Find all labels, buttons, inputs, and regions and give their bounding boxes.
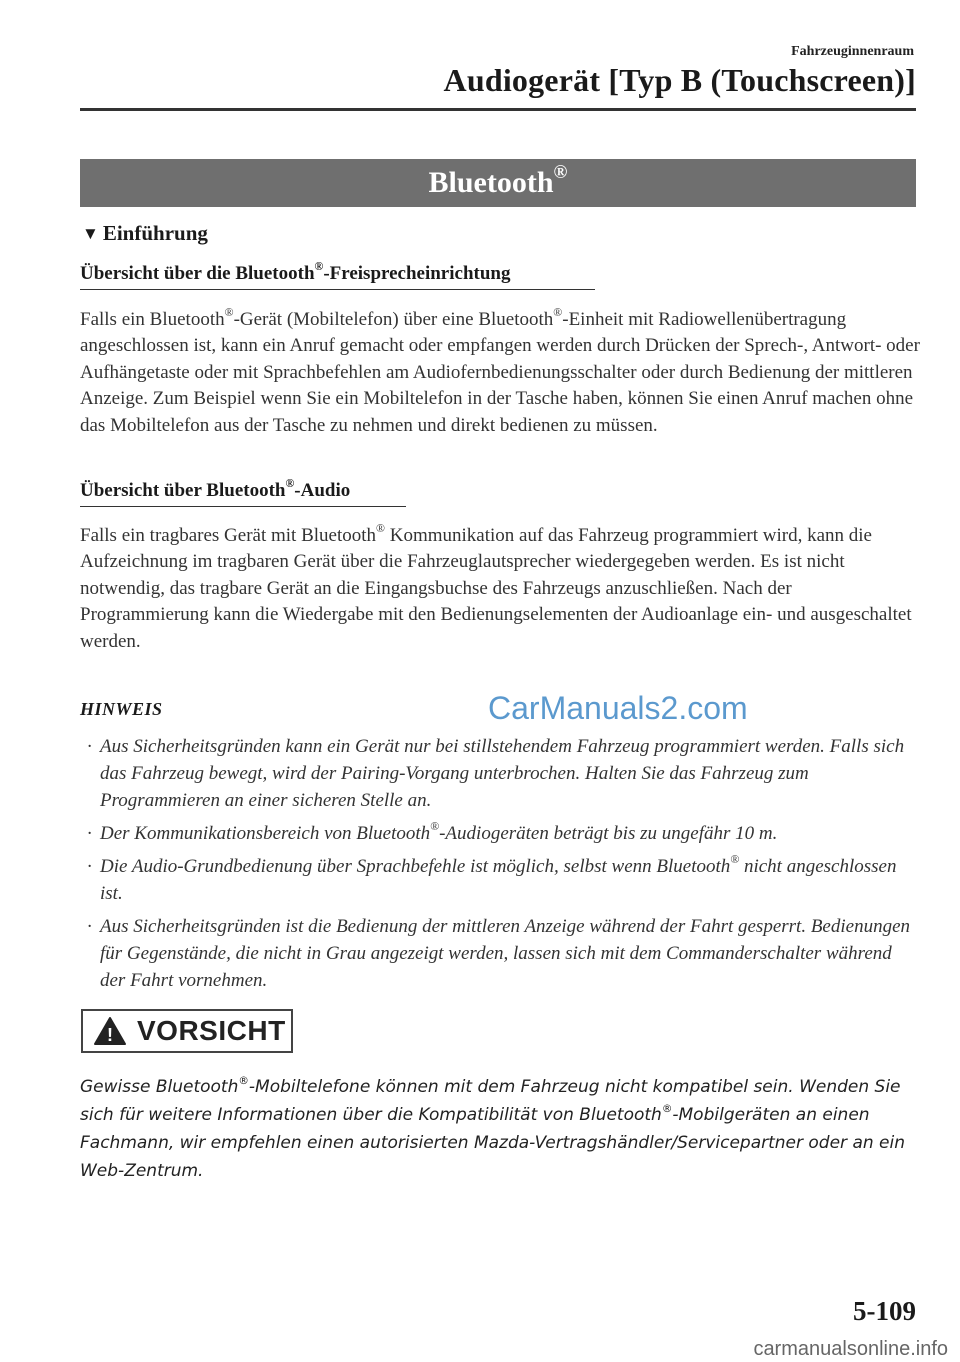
registered-mark: ® xyxy=(314,259,324,273)
note-text: nicht angeschlossen ist. xyxy=(100,856,897,904)
hinweis-label: HINWEIS xyxy=(80,699,163,719)
text-span: -Mobiltelefone können mit dem Fahrzeug nicht kompatibel sein. Wenden Sie sich für weitere Informationen über die Kompatibilität von Bluetooth xyxy=(80,1077,901,1125)
audio-heading-text-a: Übersicht über Bluetooth xyxy=(80,480,286,501)
audio-heading xyxy=(80,476,351,502)
watermark-center: CarManuals2.com xyxy=(488,690,748,726)
chapter-label: Fahrzeuginnenraum xyxy=(791,44,914,59)
warning-triangle-icon xyxy=(93,1016,127,1046)
note-item xyxy=(80,820,920,847)
registered-mark: ® xyxy=(730,852,740,866)
audio-heading-underline xyxy=(80,506,406,507)
bullet-icon: · xyxy=(87,823,92,844)
intro-heading xyxy=(82,221,208,246)
registered-mark: ® xyxy=(285,476,295,490)
banner-title: Bluetooth xyxy=(428,166,554,199)
freisprech-heading-text-a: Übersicht über die Bluetooth xyxy=(80,263,315,284)
freisprech-heading-text-b: -Freisprecheinrichtung xyxy=(323,263,511,284)
triangle-down-icon: ▼ xyxy=(82,224,99,243)
text-span: Falls ein tragbares Gerät mit Bluetooth xyxy=(80,525,377,546)
vorsicht-label: VORSICHT xyxy=(137,1015,286,1046)
header-divider xyxy=(80,108,916,111)
bullet-icon: · xyxy=(87,736,92,757)
text-span: -Mobilgeräten an einen Fachmann, wir empfehlen einen autorisierten Mazda-Vertragshändler/Servicepartner oder an ein Web-Zentrum. xyxy=(80,1105,905,1181)
registered-mark: ® xyxy=(661,1102,673,1115)
page-number: 5-109 xyxy=(853,1296,916,1326)
audio-paragraph xyxy=(80,523,920,655)
note-text: Aus Sicherheitsgründen kann ein Gerät nur bei stillstehendem Fahrzeug programmiert werden. Falls sich das Fahrzeug bewegt, wird der Pairing-Vorgang unterbrochen. Halten Sie das Fahrzeug zum Programmieren an einer sicheren Stelle an. xyxy=(100,736,905,811)
note-item xyxy=(80,733,920,814)
bullet-icon: · xyxy=(87,856,92,877)
freisprech-heading-underline xyxy=(80,289,595,290)
intro-title: Einführung xyxy=(102,221,208,245)
note-text: Der Kommunikationsbereich von Bluetooth xyxy=(100,823,431,844)
vorsicht-text xyxy=(80,1073,925,1185)
registered-mark: ® xyxy=(238,1074,249,1087)
topic-banner xyxy=(80,159,916,207)
text-span: Gewisse Bluetooth xyxy=(80,1077,239,1097)
vorsicht-box xyxy=(81,1009,293,1053)
section-title: Audiogerät [Typ B (Touchscreen)] xyxy=(443,62,916,98)
bullet-icon: · xyxy=(87,916,92,937)
registered-mark: ® xyxy=(224,305,234,319)
watermark-footer: carmanualsonline.info xyxy=(753,1338,948,1360)
text-span: -Gerät (Mobiltelefon) über eine Bluetooth xyxy=(233,309,554,330)
registered-mark: ® xyxy=(376,521,385,535)
registered-mark: ® xyxy=(430,819,440,833)
registered-mark: ® xyxy=(553,305,563,319)
note-text: Die Audio-Grundbedienung über Sprachbefehle ist möglich, selbst wenn Bluetooth xyxy=(100,856,731,877)
note-item xyxy=(80,853,920,907)
freisprech-paragraph xyxy=(80,307,920,439)
audio-heading-text-b: -Audio xyxy=(294,480,351,501)
note-item xyxy=(80,913,920,994)
text-span: Falls ein Bluetooth xyxy=(80,309,225,330)
banner-registered-mark: ® xyxy=(553,162,568,184)
note-text: -Audiogeräten beträgt bis zu ungefähr 10 m. xyxy=(439,823,778,844)
freisprech-heading xyxy=(80,259,511,285)
text-span: Kommunikation auf das Fahrzeug programmiert wird, kann die Aufzeichnung im tragbaren Gerät über die Fahrzeuglautsprecher wiedergegeben werden. Es ist nicht notwendig, das tragbare Gerät an die Eingangsbuchse des Fahrzeugs anzuschließen. Nach der Programmierung kann die Wiedergabe mit den Bedienungselementen der Audioanlage ein- und ausgeschaltet werden. xyxy=(80,525,912,652)
warning-glyph: ! xyxy=(107,1025,113,1045)
text-span: -Einheit mit Radiowellenübertragung angeschlossen ist, kann ein Anruf gemacht oder empfangen werden durch Drücken der Sprech-, Antwort- oder Aufhängetaste oder mit Sprachbefehlen am Audiofernbedienungsschalter oder durch Bedienung der mittleren Anzeige. Zum Beispiel wenn Sie ein Mobiltelefon in der Tasche haben, können Sie einen Anruf machen ohne das Mobiltelefon aus der Tasche zu nehmen und direkt bedienen zu müssen. xyxy=(80,309,920,436)
note-text: Aus Sicherheitsgründen ist die Bedienung der mittleren Anzeige während der Fahrt gesperrt. Bedienungen für Gegenstände, die nicht in Grau angezeigt werden, lassen sich mit dem Commanderschalter während der Fahrt vornehmen. xyxy=(100,916,911,991)
hinweis-notes xyxy=(80,733,920,1000)
